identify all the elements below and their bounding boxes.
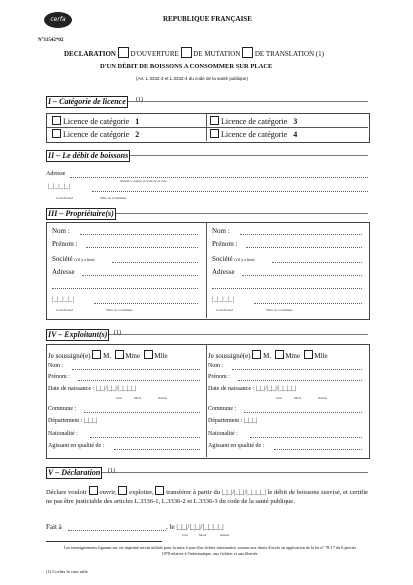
operator2-birthdate-row[interactable]: Date de naissance : |_|_|/|_|_|/|_|_|_|_| [208,386,297,392]
owner1-address-field[interactable] [82,275,198,276]
licence-cat2[interactable]: Licence de catégorie 2 [52,129,139,139]
owner1-address-field2[interactable] [52,288,198,289]
operator1-firstname-label: Prénom : [48,374,70,380]
owner1-address-label: Adresse [52,268,75,276]
operator2-capacity-label: Agissant en qualité de : [208,443,265,449]
declaration-paragraph: Déclare vouloir ouvrir, exploiter, transférer à partir du |_|_|/|_|_|/|_|_|_|_| le débit de boissons susvisé, et certifie ne pas être justiciable des articles L.3336-1, L.3336-2 et L.3336-3 du code de la santé publique. [46,486,368,506]
declare-transfer-checkbox[interactable] [155,486,164,495]
operator1-name-label: Nom : [48,363,64,369]
operator1-commune-label: Commune : [48,406,77,412]
transfer-date-field[interactable]: |_|_|/|_|_|/|_|_|_|_| [221,489,266,496]
operator2-commune-field[interactable] [244,412,362,413]
operator1-capacity-label: Agissant en qualité de : [48,443,105,449]
operator2-month-caption: Mois [294,396,302,400]
section5-title: V – Déclaration [48,468,101,477]
sign-year-caption: Année [220,533,230,537]
section2-title: II – Le débit de boissons [48,151,129,160]
declaration-label: DECLARATION [64,50,116,58]
privacy-notice: Les renseignements figurant sur cet imprimé seront utilisés pour la mise à jour d'un fichier informatisé, soumis aux droits d'accès en application de la loi n° 78-17 du 6 janvier 1978 relative à l'informatique, aux fichiers et aux libertés. [63,545,357,556]
operator1-nationality-label: Nationalité : [48,431,78,437]
operator2-year-caption: Année [318,396,328,400]
owner1-firstname-field[interactable] [86,247,198,248]
operator1-firstname-field[interactable] [78,380,200,381]
operator1-year-caption: Année [158,396,168,400]
owner1-company-field[interactable] [112,262,198,263]
operator1-month-caption: Mois [134,396,142,400]
owner1-postal-field[interactable]: |_|_|_|_| [52,297,75,303]
venue-postal-field[interactable]: |_|_|_|_| [48,184,71,190]
section4-title: IV – Exploitant(s) [48,330,108,339]
footer-separator [46,541,162,542]
venue-city-field[interactable] [92,191,368,192]
owner2-address-field[interactable] [242,275,362,276]
operator1-day-caption: Jour [116,396,123,400]
owner1-company-label: Société (s'il y a lieu) : [52,255,97,263]
operator1-nationality-field[interactable] [90,437,200,438]
operator2-nationality-label: Nationalité : [208,431,238,437]
translation-checkbox[interactable] [242,47,253,58]
owners-box [46,222,370,320]
operator2-commune-label: Commune : [208,406,237,412]
owner2-address-label: Adresse [212,268,235,276]
owner2-name-field[interactable] [240,234,362,235]
sign-day-caption: Jour [182,533,189,537]
licence-cat3[interactable]: Licence de catégorie 3 [210,116,297,126]
owner2-postal-caption: Code Postal [216,308,233,312]
operator1-commune-field[interactable] [84,412,200,413]
owner2-city-caption: Ville ou Commune [266,308,293,312]
licence-cat1[interactable]: Licence de catégorie 1 [52,116,139,126]
owner1-name-label: Nom : [52,227,70,235]
operator2-mr-checkbox[interactable] [252,350,261,359]
venue-postal-caption: Code Postal [56,196,73,200]
venue-street-hint: Numéro, nature et nom de la voie [120,179,167,183]
operator1-mrs-checkbox[interactable] [115,350,124,359]
owner2-company-label: Société (s'il y a lieu) : [212,255,257,263]
owner1-city-caption: Ville ou Commune [106,308,133,312]
opening-label: D'OUVERTURE [130,50,179,58]
owner2-firstname-label: Prénom : [212,240,238,248]
declare-operate-checkbox[interactable] [118,486,127,495]
owner1-name-field[interactable] [80,234,198,235]
operator1-miss-checkbox[interactable] [144,350,153,359]
sign-month-caption: Mois [199,533,207,537]
operator2-day-caption: Jour [276,396,283,400]
operator2-firstname-field[interactable] [238,380,362,381]
venue-address-label: Adresse [46,171,66,177]
owner1-firstname-label: Prénom : [52,240,78,248]
owner2-firstname-field[interactable] [246,247,362,248]
operator1-birthdate-row[interactable]: Date de naissance : |_|_|/|_|_|/|_|_|_|_| [48,386,137,392]
operator1-mr-checkbox[interactable] [92,350,101,359]
made-at-label: Fait à [46,523,62,531]
operator2-department-row[interactable]: Département : |_|_|_| [208,418,258,424]
footnote: (1) Cocher la case utile [46,569,88,574]
operator1-name-field[interactable] [72,369,200,370]
owner1-postal-caption: Code Postal [56,308,73,312]
declaration-type-row [64,47,324,58]
operator1-department-row[interactable]: Département : |_|_|_| [48,418,98,424]
owner2-postal-field[interactable]: |_|_|_|_| [212,297,235,303]
section1-note: (1) [136,97,143,103]
translation-label: DE TRANSLATION (1) [254,50,324,58]
section3-title: III – Propriétaire(s) [48,209,114,218]
operator2-firstname-label: Prénom : [208,374,230,380]
operators-box [46,344,370,459]
operator2-capacity-field[interactable] [274,449,362,450]
cerfa-logo: cerfa [44,12,72,28]
operator2-name-label: Nom : [208,363,224,369]
section1-title: I – Catégorie de licence [48,97,126,106]
form-number: N°11542*02 [38,38,64,43]
section5-note: (1) [108,468,115,474]
owner2-city-field[interactable] [254,303,362,304]
operator2-title-row: Je soussigné(e) M. Mme Mlle [208,352,328,360]
owner2-name-label: Nom : [212,227,230,235]
signature-date-row[interactable]: , le |_|_|/|_|_|/|_|_|_|_| [166,523,224,531]
republic-title: REPUBLIQUE FRANÇAISE [163,15,252,23]
operator2-miss-checkbox[interactable] [304,350,313,359]
mutation-checkbox[interactable] [181,47,192,58]
operator2-nationality-field[interactable] [250,437,362,438]
operator1-capacity-field[interactable] [114,449,200,450]
owner2-address-field2[interactable] [212,288,362,289]
form-subtitle: D'UN DÉBIT DE BOISSONS A CONSOMMER SUR PLACE [100,63,273,70]
declare-open-checkbox[interactable] [89,486,98,495]
venue-city-caption: Ville ou Commune [100,196,127,200]
operator2-mrs-checkbox[interactable] [275,350,284,359]
mutation-label: DE MUTATION [193,50,241,58]
operator2-name-field[interactable] [232,369,362,370]
venue-address-field[interactable] [70,177,368,178]
made-at-field[interactable] [68,530,166,531]
operator1-title-row: Je soussigné(e) M. Mme Mlle [48,352,168,360]
licence-cat4[interactable]: Licence de catégorie 4 [210,129,297,139]
owner1-city-field[interactable] [94,303,198,304]
owner2-company-field[interactable] [272,262,362,263]
legal-reference: (Art. L.3332-3 et L.3332-4 du code de la santé publique) [136,76,248,81]
opening-checkbox[interactable] [118,47,129,58]
section4-note: (1) [114,330,121,336]
